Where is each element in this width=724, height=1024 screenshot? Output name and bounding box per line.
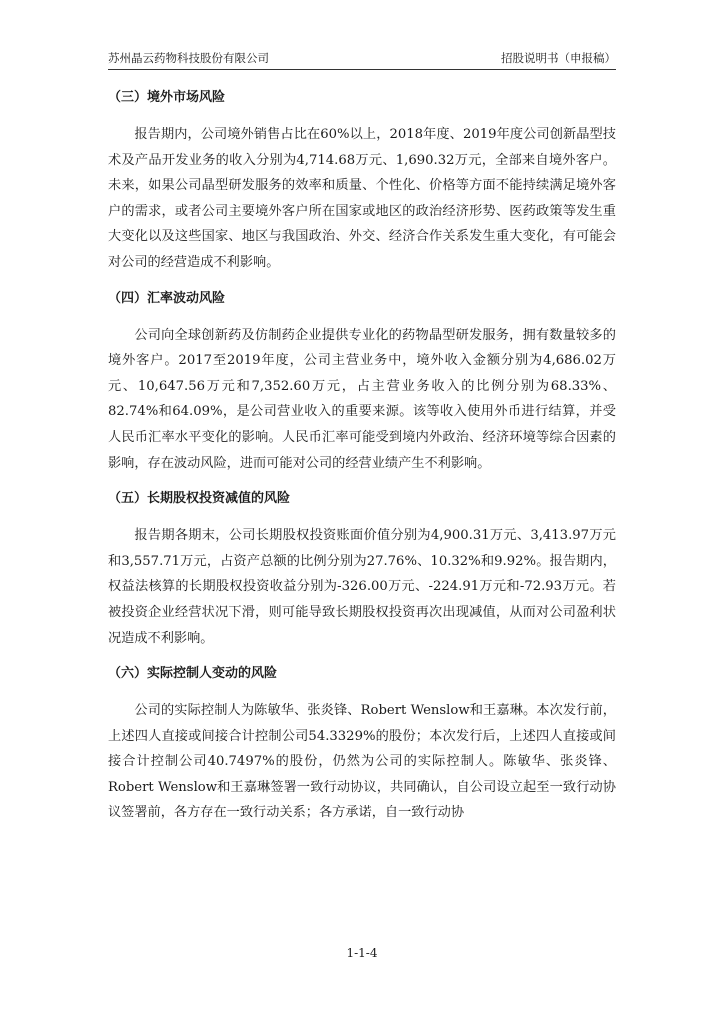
header-company-name: 苏州晶云药物科技股份有限公司	[108, 51, 269, 65]
paragraph-equity-investment-impairment-risk: 报告期各期末，公司长期股权投资账面价值分别为4,900.31万元、3,413.97万元和3,557.71万元，占资产总额的比例分别为27.76%、10.32%和9.92%。报告期内，权益法核算的长期股权投资收益分别为-326.00万元、-224.91万元和-72.93万元。若被投资企业经营状况下滑，则可能导致长期股权投资再次出现减值，从而对公司盈利状况造成不利影响。	[108, 528, 616, 646]
section-title-controller-change-risk: （六）实际控制人变动的风险	[108, 666, 278, 682]
page-content	[108, 86, 616, 826]
section-title-equity-investment-impairment-risk: （五）长期股权投资减值的风险	[108, 491, 291, 507]
header-document-type: 招股说明书（申报稿）	[501, 51, 616, 65]
section-title-overseas-market-risk: （三）境外市场风险	[108, 90, 226, 105]
page-footer	[0, 946, 724, 960]
page-header	[108, 50, 616, 70]
paragraph-exchange-rate-risk: 公司向全球创新药及仿制药企业提供专业化的药物晶型研发服务，拥有数量较多的境外客户。2017至2019年度，公司主营业务中，境外收入金额分别为4,686.02万元、10,647.56万元和7,352.60万元，占主营业务收入的比例分别为68.33%、82.74%和64.09%，是公司营业收入的重要来源。该等收入使用外币进行结算，并受人民币汇率水平变化的影响。人民币汇率可能受到境内外政治、经济环境等综合因素的影响，存在波动风险，进而可能对公司的经营业绩产生不利影响。	[108, 327, 616, 471]
section-title-exchange-rate-risk: （四）汇率波动风险	[108, 290, 226, 306]
paragraph-overseas-market-risk: 报告期内，公司境外销售占比在60%以上，2018年度、2019年度公司创新晶型技术及产品开发业务的收入分别为4,714.68万元、1,690.32万元，全部来自境外客户。未来，如果公司晶型研发服务的效率和质量、个性化、价格等方面不能持续满足境外客户的需求，或者公司主要境外客户所在国家或地区的政治经济形势、医药政策等发生重大变化以及这些国家、地区与我国政治、外交、经济合作关系发生重大变化，有可能会对公司的经营造成不利影响。	[108, 127, 616, 270]
page-number: 1-1-4	[346, 946, 378, 960]
paragraph-controller-change-risk: 公司的实际控制人为陈敏华、张炎锋、Robert Wenslow和王嘉琳。本次发行前，上述四人直接或间接合计控制公司54.3329%的股份；本次发行后，上述四人直接或间接合计控制公司40.7497%的股份，仍然为公司的实际控制人。陈敏华、张炎锋、Robert Wenslow和王嘉琳签署一致行动协议，共同确认，自公司设立起至一致行动协议签署前，各方存在一致行动关系；各方承诺，自一致行动协	[108, 703, 616, 821]
